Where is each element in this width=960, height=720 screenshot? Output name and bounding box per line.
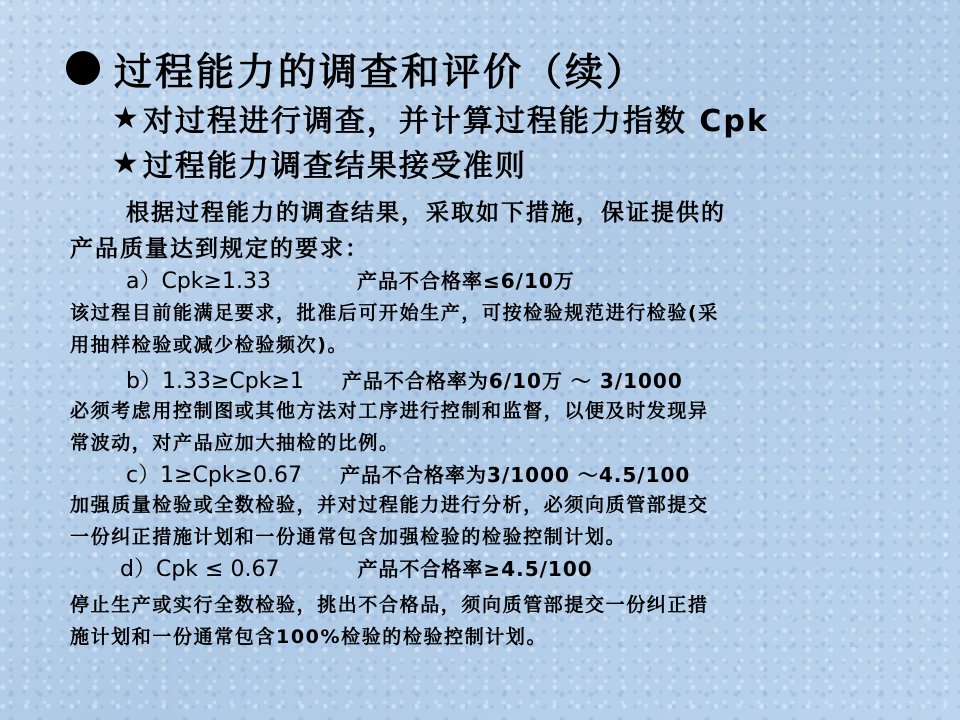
criterion-rate: 产品不合格率≤6/10万 (356, 269, 575, 293)
criterion-description: 该过程目前能满足要求，批准后可开始生产，可按检验规范进行检验(采 (70, 302, 719, 324)
criterion-description: 施计划和一份通常包含100%检验的检验控制计划。 (70, 626, 548, 648)
criterion-description: 用抽样检验或减少检验频次)。 (70, 334, 349, 356)
criterion-c (126, 458, 690, 489)
intro-line: 产品质量达到规定的要求： (70, 236, 370, 262)
slide-title: 过程能力的调查和评价（续） (114, 49, 648, 94)
criterion-description: 一份纠正措施计划和一份通常包含加强检验的检验控制计划。 (70, 526, 627, 548)
star-bullet-icon: ★ (112, 100, 141, 136)
filled-circle-bullet-icon (66, 51, 100, 85)
criterion-rate: 产品不合格率为6/10万 ～ 3/1000 (341, 369, 683, 393)
criterion-rate: 产品不合格率为3/1000 ～4.5/100 (340, 463, 691, 487)
star-bullet-icon: ★ (112, 145, 141, 181)
subheading-text: 过程能力调查结果接受准则 (142, 149, 527, 184)
subheading-calculate-cpk (112, 96, 769, 140)
criterion-description: 停止生产或实行全数检验，挑出不合格品，须向质管部提交一份纠正措 (70, 594, 709, 616)
criterion-description: 必须考虑用控制图或其他方法对工序进行控制和监督，以便及时发现异 (70, 400, 709, 422)
criterion-a (126, 264, 575, 295)
title-row (66, 42, 647, 94)
criterion-description: 常波动，对产品应加大抽检的比例。 (70, 432, 400, 454)
criterion-condition: c）1≥Cpk≥0.67 (126, 463, 303, 488)
criterion-rate: 产品不合格率≥4.5/100 (357, 557, 593, 581)
subheading-acceptance-criteria (112, 141, 527, 185)
subheading-text: 对过程进行调查，并计算过程能力指数 Cpk (142, 104, 769, 139)
criterion-condition: b）1.33≥Cpk≥1 (126, 369, 304, 394)
criterion-condition: a）Cpk≥1.33 (126, 269, 271, 294)
criterion-condition: d）Cpk ≤ 0.67 (120, 557, 280, 582)
criterion-b (126, 364, 683, 395)
criterion-description: 加强质量检验或全数检验，并对过程能力进行分析，必须向质管部提交 (70, 494, 709, 516)
criterion-d (120, 552, 593, 583)
intro-line: 根据过程能力的调查结果，采取如下措施，保证提供的 (126, 200, 726, 226)
